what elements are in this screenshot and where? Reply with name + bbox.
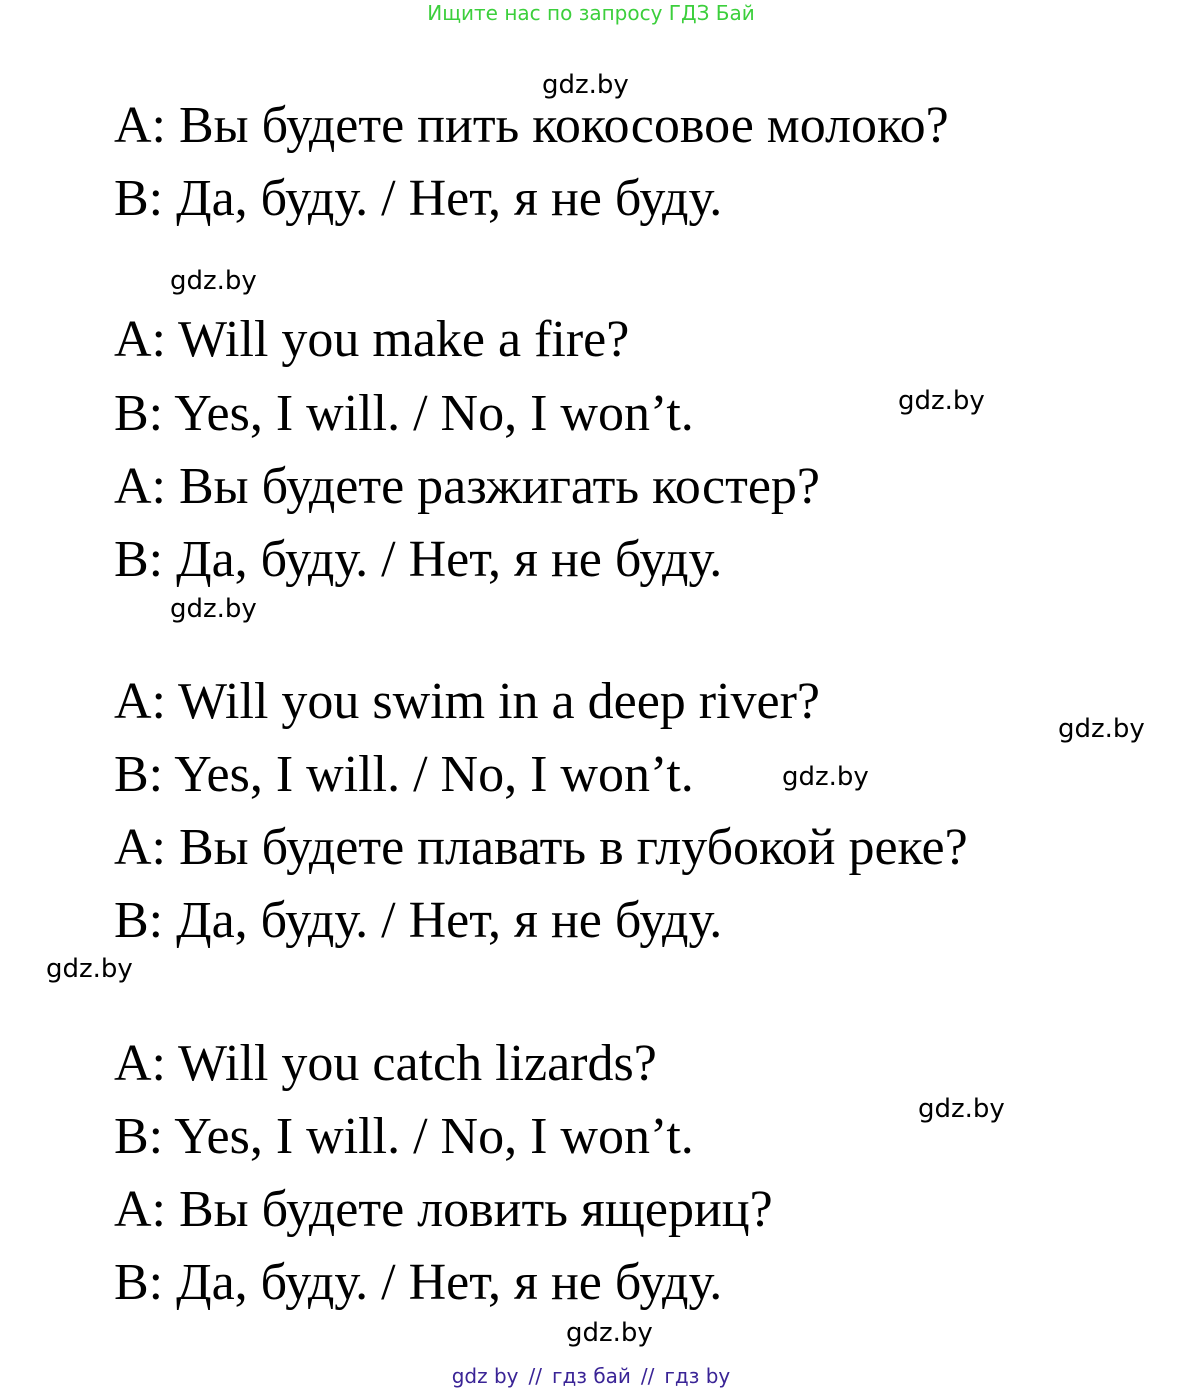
watermark: gdz.by bbox=[918, 1094, 1005, 1124]
dialogue-line: B: Yes, I will. / No, I won’t. bbox=[114, 1108, 694, 1165]
watermark: gdz.by bbox=[782, 762, 869, 792]
footer-link-gdz-bai[interactable]: гдз бай bbox=[552, 1364, 631, 1388]
watermark: gdz.by bbox=[898, 386, 985, 416]
dialogue-line: A: Will you make a fire? bbox=[114, 311, 630, 368]
dialogue-line: A: Will you catch lizards? bbox=[114, 1035, 657, 1092]
footer-separator: // bbox=[528, 1364, 542, 1388]
dialogue-line: A: Вы будете разжигать костер? bbox=[114, 458, 820, 515]
dialogue-line: B: Yes, I will. / No, I won’t. bbox=[114, 385, 694, 442]
footer-link-gdz-by[interactable]: gdz by bbox=[451, 1364, 519, 1388]
dialogue-line: A: Вы будете пить кокосовое молоко? bbox=[114, 97, 949, 154]
dialogue-line: B: Да, буду. / Нет, я не буду. bbox=[114, 892, 723, 949]
dialogue-line: B: Да, буду. / Нет, я не буду. bbox=[114, 531, 723, 588]
dialogue-line: A: Will you swim in a deep river? bbox=[114, 673, 821, 730]
watermark: gdz.by bbox=[1058, 714, 1145, 744]
footer-separator: // bbox=[640, 1364, 655, 1388]
dialogue-line: A: Вы будете плавать в глубокой реке? bbox=[114, 819, 968, 876]
dialogue-line: A: Вы будете ловить ящериц? bbox=[114, 1181, 773, 1238]
dialogue-line: B: Да, буду. / Нет, я не буду. bbox=[114, 1254, 723, 1311]
dialogue-line: B: Yes, I will. / No, I won’t. bbox=[114, 746, 694, 803]
footer-links bbox=[0, 1362, 1182, 1390]
dialogue-line: B: Да, буду. / Нет, я не буду. bbox=[114, 170, 723, 227]
watermark: gdz.by bbox=[542, 70, 629, 100]
footer-link-gdz-by-2[interactable]: гдз by bbox=[664, 1364, 731, 1388]
watermark: gdz.by bbox=[170, 266, 257, 296]
header-banner[interactable]: Ищите нас по запросу ГДЗ Бай bbox=[427, 1, 755, 25]
watermark: gdz.by bbox=[46, 954, 133, 984]
watermark: gdz.by bbox=[170, 594, 257, 624]
watermark: gdz.by bbox=[566, 1318, 653, 1348]
